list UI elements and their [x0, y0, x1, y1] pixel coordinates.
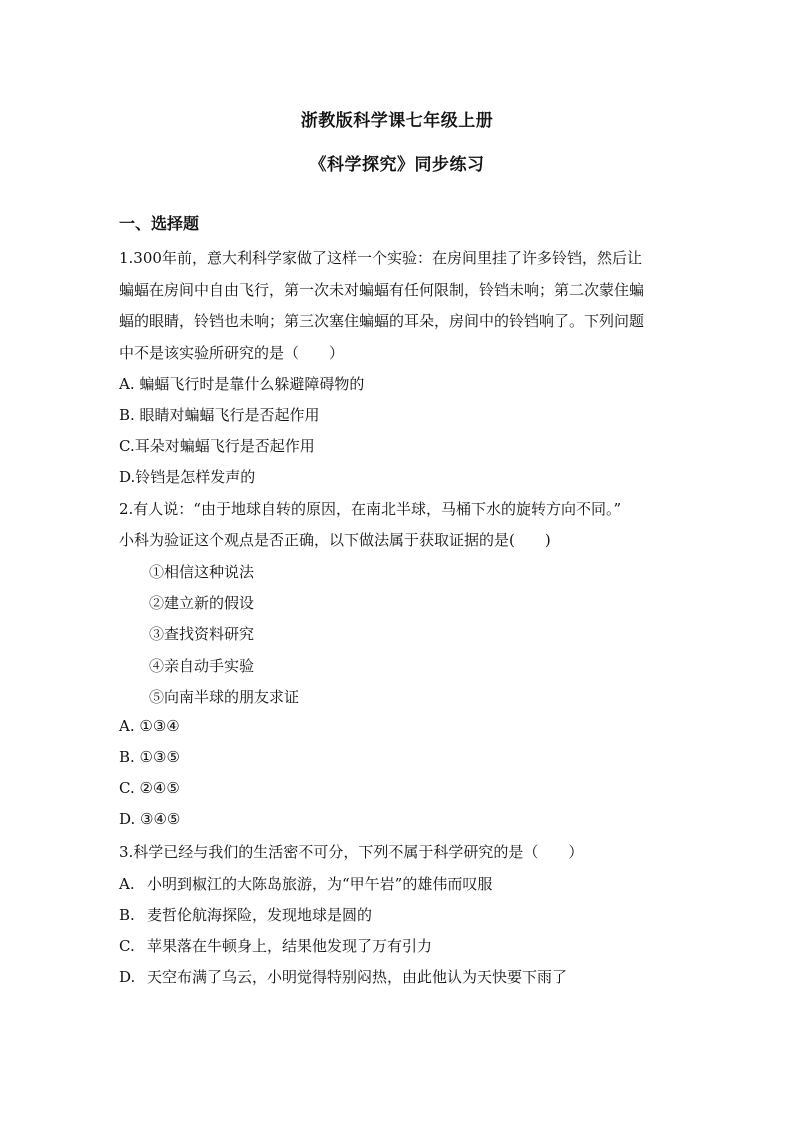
option-text: 苹果落在牛顿身上，结果他发现了万有引力 [147, 937, 433, 955]
option-text: 小明到椒江的大陈岛旅游，为“甲午岩”的雄伟而叹服 [147, 875, 493, 893]
question-1-option-b: B. 眼睛对蝙蝠飞行是否起作用 [119, 406, 320, 424]
question-2-item-5: ⑤向南半球的朋友求证 [149, 688, 300, 706]
section-heading: 一、选择题 [119, 214, 200, 233]
option-letter: B. [119, 906, 135, 924]
question-2-item-3: ③查找资料研究 [149, 625, 255, 643]
question-2-option-d: D. ③④⑤ [119, 810, 181, 828]
option-letter: A. [119, 875, 135, 893]
question-3-option-a [119, 873, 492, 894]
document-subtitle: 《科学探究》同步练习 [309, 155, 485, 175]
question-2-item-2: ②建立新的假设 [149, 594, 255, 612]
question-2-line-1: 2.有人说：“由于地球自转的原因，在南北半球，马桶下水的旋转方向不同。” [119, 500, 622, 518]
question-3-option-d [119, 966, 567, 987]
document-title: 浙教版科学课七年级上册 [300, 111, 494, 131]
question-1-line-4: 中不是该实验所研究的是（ ） [119, 344, 345, 362]
option-text: 麦哲伦航海探险，发现地球是圆的 [147, 906, 373, 924]
option-letter: D. [119, 968, 136, 986]
question-1-option-d: D.铃铛是怎样发声的 [119, 468, 256, 486]
question-3-line-1: 3.科学已经与我们的生活密不可分，下列不属于科学研究的是（ ） [119, 843, 584, 861]
question-2-option-a: A. ①③④ [119, 717, 180, 735]
question-1-line-3: 蝠的眼睛，铃铛也未响；第三次塞住蝙蝠的耳朵，房间中的铃铛响了。下列问题 [119, 312, 645, 330]
question-1-option-a: A. 蝙蝠飞行时是靠什么躲避障碍物的 [119, 375, 365, 393]
question-2-line-2: 小科为验证这个观点是否正确，以下做法属于获取证据的是( ) [119, 531, 551, 549]
question-2-item-4: ④亲自动手实验 [149, 657, 255, 675]
question-3-option-b [119, 904, 372, 925]
question-3-option-c [119, 935, 432, 956]
question-1-line-1: 1.300年前，意大利科学家做了这样一个实验：在房间里挂了许多铃铛，然后让 [119, 249, 642, 267]
question-2-option-c: C. ②④⑤ [119, 779, 180, 797]
option-text: 天空布满了乌云，小明觉得特别闷热，由此他认为天快要下雨了 [147, 968, 568, 986]
question-1-line-2: 蝙蝠在房间中自由飞行，第一次未对蝙蝠有任何限制，铃铛未响；第二次蒙住蝙 [119, 281, 645, 299]
question-2-option-b: B. ①③⑤ [119, 748, 180, 766]
question-2-item-1: ①相信这种说法 [149, 563, 255, 581]
option-letter: C. [119, 937, 135, 955]
question-1-option-c: C.耳朵对蝙蝠飞行是否起作用 [119, 437, 315, 455]
